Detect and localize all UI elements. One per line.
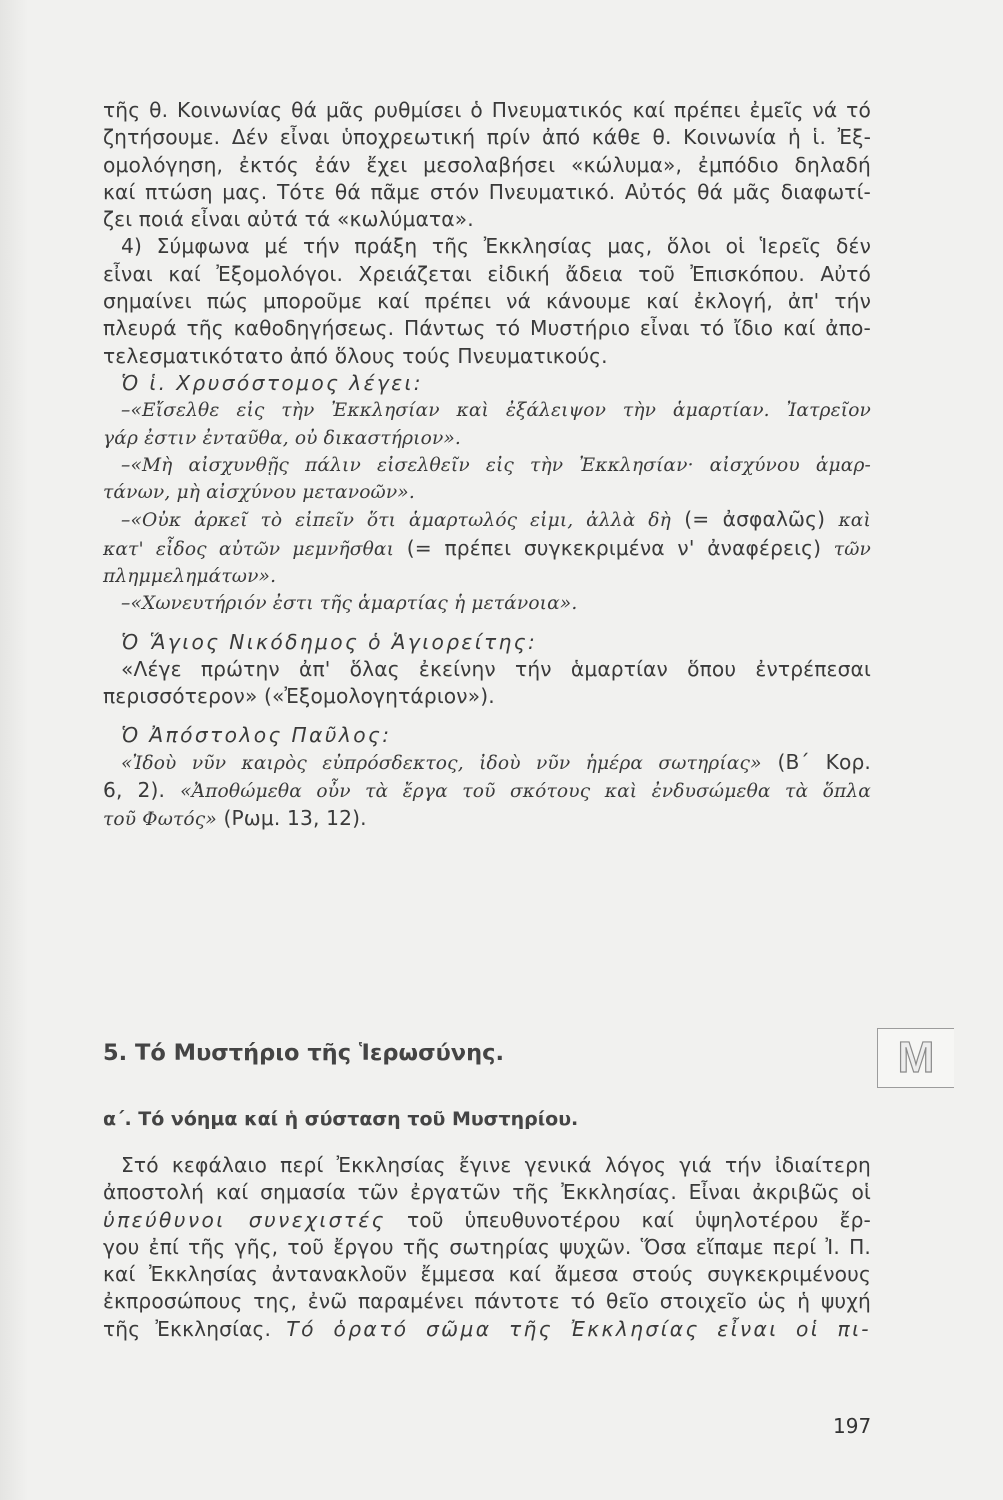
text-line: τῆς θ. Κοινωνίας θά μᾶς ρυθμίσει ὁ Πνευματικός καί πρέπει ἐμεῖς νά τό: [103, 98, 871, 122]
gloss-text: (= πρέπει συγκεκριμένα ν' ἀναφέρεις): [406, 535, 822, 560]
quote-line: περισσότερον» («Ἐξομολογητάριον»).: [103, 684, 495, 709]
section-title: 5. Τό Μυστήριο τῆς Ἱερωσύνης.: [103, 1040, 505, 1066]
text-line: πλευρά τῆς καθοδηγήσεως. Πάντως τό Μυστήριο εἶναι τό ἴδιο καί ἀπο-: [103, 316, 871, 341]
text-line: ζει ποιά εἶναι αὐτά τά «κωλύματα».: [103, 207, 474, 232]
text-line: εἶναι καί Ἐξομολόγοι. Χρειάζεται εἰδική ἄδεια τοῦ Ἐπισκόπου. Αὐτό: [103, 261, 871, 286]
text-line: Στό κεφάλαιο περί Ἐκκλησίας ἔγινε γενικά λόγος γιά τήν ἰδιαίτερη: [121, 1153, 871, 1177]
quote-line: –«Χωνευτήριόν ἐστι τῆς ἁμαρτίας ἡ μετάνοια».: [121, 593, 578, 615]
text-line: σημαίνει πώς μποροῦμε καί πρέπει νά κάνουμε καί ἐκλογή, ἀπ' τήν: [103, 289, 871, 314]
text-line: ἐκπροσώπους της, ἐνῶ παραμένει πάντοτε τό θεῖο στοιχεῖο ὡς ἡ ψυχή: [103, 1289, 871, 1314]
quote-text: «Ἀποθώμεθα οὖν τὰ ἔργα τοῦ σκότους καὶ ἐνδυσώμεθα τὰ ὅπλα: [180, 781, 871, 803]
quote-line: [103, 749, 871, 777]
subsection-title: α΄. Τό νόημα καί ἡ σύσταση τοῦ Μυστηρίου.: [103, 1108, 579, 1130]
text-line: ἀποστολή καί σημασία τῶν ἐργατῶν τῆς Ἐκκλησίας. Εἶναι ἀκριβῶς οἱ: [103, 1180, 871, 1205]
reference-text: (Β΄ Κορ.: [777, 749, 871, 774]
gloss-text: (= ἀσφαλῶς): [684, 507, 826, 532]
quote-text: κατ' εἶδος αὐτῶν μεμνῆσθαι: [103, 538, 395, 560]
page-edge-shadow: [0, 0, 28, 1500]
nikodemos-heading: Ὁ Ἅγιος Νικόδημος ὁ Ἁγιορείτης:: [121, 629, 538, 654]
quote-line: πλημμελημάτων».: [103, 566, 277, 588]
text-line: [103, 1207, 871, 1234]
section-thumb-tab: [877, 1028, 954, 1088]
text-line: καί Ἐκκλησίας ἀντανακλοῦν ἔμμεσα καί ἄμεσα στούς συγκεκριμένους: [103, 1262, 871, 1287]
tab-letter: Μ: [897, 1033, 935, 1082]
text-block-lower: [103, 1152, 871, 1343]
quote-line: [103, 535, 871, 563]
page-number: 197: [833, 1414, 872, 1438]
quote-line: «Λέγε πρώτην ἀπ' ὅλας ἐκείνην τήν ἁμαρτίαν ὅπου ἐντρέπεσαι: [121, 656, 871, 681]
emphasis-text: ὑπεύθυνοι συνεχιστές: [103, 1207, 386, 1232]
reference-text: (Ρωμ. 13, 12).: [223, 806, 367, 831]
quote-text: τῶν: [833, 538, 871, 560]
text-line: [103, 1316, 871, 1343]
quote-line: [103, 805, 871, 833]
text-line: τελεσματικότατο ἀπό ὅλους τούς Πνευματικούς.: [103, 343, 608, 368]
paul-heading: Ὁ Ἀπόστολος Παῦλος:: [121, 722, 392, 747]
text-span: τοῦ ὑπευθυνοτέρου καί ὑψηλοτέρου ἔρ-: [406, 1207, 871, 1232]
text-line: ομολόγηση, ἐκτός ἐάν ἔχει μεσολαβήσει «κώλυμα», ἐμπόδιο δηλαδή: [103, 152, 871, 177]
text-line: 4) Σύμφωνα μέ τήν πράξη τῆς Ἐκκλησίας μας, ὅλοι οἱ Ἱερεῖς δέν: [121, 234, 871, 259]
text-span: τῆς Ἐκκλησίας.: [103, 1316, 272, 1341]
text-line: ζητήσουμε. Δέν εἶναι ὑποχρεωτική πρίν ἀπό κάθε θ. Κοινωνία ἡ ἱ. Ἐξ-: [103, 125, 871, 150]
emphasis-text: Τό ὁρατό σῶμα τῆς Ἐκκλησίας εἶναι οἱ πι-: [286, 1316, 871, 1341]
chrysostom-heading: Ὁ ἱ. Χρυσόστομος λέγει:: [121, 370, 423, 395]
quote-line: [103, 777, 871, 805]
text-line: γου ἐπί τῆς γῆς, τοῦ ἔργου τῆς σωτηρίας ψυχῶν. Ὅσα εἴπαμε περί Ἰ. Π.: [103, 1234, 871, 1259]
reference-text: 6, 2).: [103, 778, 166, 803]
quote-text: τοῦ Φωτός»: [103, 809, 217, 831]
text-block-upper: [103, 97, 871, 834]
text-line: καί πτώση μας. Τότε θά πᾶμε στόν Πνευματικό. Αὐτός θά μᾶς διαφωτί-: [103, 179, 871, 204]
quote-line: –«Μὴ αἰσχυνθῇς πάλιν εἰσελθεῖν εἰς τὴν Ἐκκλησίαν· αἰσχύνου ἁμαρ-: [121, 454, 871, 476]
quote-line: [103, 506, 871, 534]
quote-line: γάρ ἐστιν ἐνταῦθα, οὐ δικαστήριον».: [103, 427, 461, 449]
quote-text: καὶ: [838, 510, 871, 532]
quote-text: –«Οὐκ ἀρκεῖ τὸ εἰπεῖν ὅτι ἁμαρτωλός εἰμι, ἀλλὰ δὴ: [121, 510, 671, 532]
quote-line: –«Εἴσελθε εἰς τὴν Ἐκκλησίαν καὶ ἐξάλειψον τὴν ἁμαρτίαν. Ἰατρεῖον: [121, 400, 871, 422]
quote-text: «Ἰδοὺ νῦν καιρὸς εὐπρόσδεκτος, ἰδοὺ νῦν ἡμέρα σωτηρίας»: [121, 752, 762, 774]
quote-line: τάνων, μὴ αἰσχύνου μετανοῶν».: [103, 482, 415, 504]
